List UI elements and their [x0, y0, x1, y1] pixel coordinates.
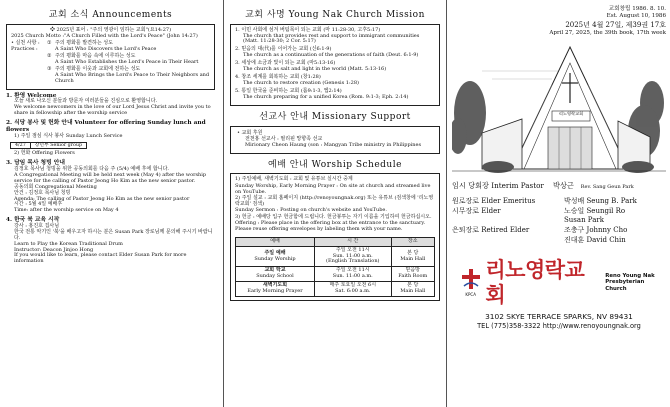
schedule-place-ko: 본 당 [407, 249, 419, 256]
announcement-line: 2) 헌화 Offering Flowers [14, 150, 75, 157]
worship-line: Sunday Worship, Early Morning Prayer : On site at church and streamed live on YouTube. [235, 182, 431, 195]
pastor-name-en: Rev. Sang Geun Park [580, 183, 634, 190]
mission-title-en: Young Nak Church Mission [288, 10, 425, 20]
staff-name: 노승일 Seungil Ro [564, 206, 626, 215]
announcement-line: 김정호 목사님 청빙을 위한 공동의회를 다음 주 (5/4) 예배 후에 합니다. [14, 166, 170, 173]
schedule-row [236, 267, 435, 282]
schedule-time-en: Sun. 11:00 a.m. [332, 273, 373, 280]
staff-row [452, 236, 666, 244]
staff-row [452, 226, 666, 234]
schedule-service-en: Sunday School [256, 273, 294, 280]
practice-en: A Saint Who Establishes the Lord's Peace in Their Heart [55, 59, 199, 66]
church-sign-text: 리노영락교회 [558, 110, 584, 116]
worship-title-ko: 예배 안내 [268, 159, 309, 170]
church-name-en-1: Reno Young Nak [605, 272, 655, 279]
missionary-line-ko: 전천홍 선교사 : 필리핀 망향족 선교 [245, 135, 323, 142]
practice-label-ko: • 실천 사항 : [11, 40, 40, 47]
schedule-place-ko: 본 당 [407, 282, 419, 289]
staff-list [452, 197, 666, 244]
issue-date-ko: 2025년 4월 27일, 제39권 17호 [565, 20, 666, 29]
practices-list [47, 41, 210, 85]
announcement-item [6, 120, 215, 157]
kpca-logo [458, 268, 483, 298]
announcement-line: 안건 : 김정호 목사님 청빙 [14, 189, 71, 196]
mission-en: The church as a continuation of the generations of faith (Deut. 6:1-9) [243, 52, 419, 59]
schedule-service [236, 246, 315, 267]
schedule-service-ko: 주일 예배 [264, 249, 286, 256]
announcement-line: Agenda: The calling of Pastor Jeong Ho Kim as the new senior pastor [14, 195, 190, 202]
worship-title [230, 160, 440, 171]
schedule-time [315, 246, 392, 267]
church-sketch [452, 41, 666, 176]
practice-en: A Saint Who Brings the Lord's Peace to Their Neighbors and Church [55, 71, 210, 84]
staff-row [452, 197, 666, 205]
worship-schedule-table [235, 237, 435, 297]
practice-number: ③ [47, 65, 52, 72]
announcements-title-ko: 교회 소식 [48, 10, 89, 20]
mission-item [235, 28, 435, 46]
schedule-service-ko: 교회 학교 [264, 267, 286, 274]
worship-lines [235, 177, 435, 233]
church-name-ko: 리노영락교회 [485, 258, 585, 307]
announcement-line: 공동의회 Congregational Meeting [14, 183, 97, 190]
announcement-line: 한국 전통 악기인 '북'을 배우고자 하시는 분은 Susan Park 장로님께 문의해 주시기 바랍니다. [14, 228, 213, 241]
mission-ko: 5. 통일 한국을 준비하는 교회 (롬9:1-3, 엡2:14) [235, 87, 342, 94]
founded-en: Est. August 10, 1986 [606, 13, 666, 20]
announcement-line: 시간 : 5월 4일 예배후 [14, 201, 63, 208]
practice-label-en: Practices : [11, 46, 38, 53]
schedule-row [236, 282, 435, 297]
missionary-line-en: Mirionary Cheon Haung (son : Mangyan Tribe ministry in Philippines [245, 141, 422, 148]
church-address: 3102 SKYE TERRACE SPARKS, NV 89431 [485, 311, 633, 321]
practice-item [47, 54, 210, 66]
practice-ko: 주의 평화를 발견하는 성도 [55, 40, 113, 47]
announcement-line: Learn to Play the Korean Traditional Drum [14, 240, 123, 247]
cover-column [448, 0, 670, 407]
announcement-heading: 3. 담임 목사 청빙 안내 [6, 160, 65, 167]
announcement-heading: 2. 식당 봉사 및 헌화 안내 Volunteer for offering Sunday lunch and flowers [6, 120, 206, 133]
announcements-column [0, 0, 220, 407]
schedule-time-en: Sat. 6:00 a.m. [335, 288, 371, 295]
announcement-line: We welcome newcomers in the love of our Lord Jesus Christ and invite you to share in fellowship after the worship service [14, 104, 211, 117]
practice-text [55, 41, 210, 53]
staff-row [452, 207, 666, 215]
bulletin-header [452, 6, 666, 37]
announcement-item [6, 160, 215, 214]
schedule-place-ko: 믿음방 [405, 267, 421, 274]
mission-title-ko: 교회 사명 [245, 10, 286, 20]
mission-item [235, 61, 435, 73]
announcement-items [6, 93, 215, 266]
mission-box [230, 24, 440, 107]
staff-name: 조충구 Johnny Cho [564, 226, 628, 235]
announcement-line: A Congregational Meeting will be held next week (May 4) after the worship service for the calling of Pastor Jeong Ho Kim as the new senior pastor. [14, 171, 207, 184]
mission-en: The church preparing for a unified Korea (Rom. 9:1-3; Eph. 2:14) [243, 93, 409, 100]
practice-number: ② [47, 53, 52, 60]
schedule-time-note: (English Translation) [326, 258, 380, 265]
worship-line: 2) 주일 설교 : 교회 홈페이지 (http://renoyoungnak.org) 또는 유튜브 (검색창에 '리노영락교회' 검색) [235, 194, 434, 207]
practice-ko: 주의 평화를 이웃과 교회에 전하는 성도 [55, 65, 141, 72]
schedule-time [315, 267, 392, 282]
mission-ko: 4. 창조 세계를 회복하는 교회 (창1:28) [235, 73, 321, 80]
schedule-time-ko: 주일 오전 11시 [335, 267, 370, 274]
worship-box [230, 173, 440, 301]
column-divider-right [446, 0, 447, 407]
lunch-service-cell: 장년부 Senior group [30, 142, 86, 149]
practice-en: A Saint Who Discovers the Lord's Peace [55, 46, 157, 53]
worship-line: 3) 헌금 : 예배당 입구 헌금함에 드립니다. 헌금봉투는 자기 이름을 기입하여 헌금하십시오. [235, 213, 432, 220]
schedule-header-cell: 장소 [391, 237, 434, 246]
schedule-place [391, 246, 434, 267]
practice-text [55, 67, 210, 85]
interim-pastor [452, 182, 666, 191]
worship-line: Sunday Sermon : Posting on church's website and YouTube. [235, 207, 387, 214]
schedule-place [391, 282, 434, 297]
announcement-line: 오늘 새로 나오신 분들과 방문자 여러분들을 진심으로 환영합니다. [14, 98, 158, 105]
staff-role: 원로장로 Elder Emeritus [452, 196, 536, 205]
practice-item [47, 67, 210, 85]
mission-item [235, 47, 435, 59]
mission-ko: 1. 이민 사회에 섬겨 버팀목이 되는 교회 (마 11:28-30, 고후5:17) [235, 26, 381, 33]
worship-title-en: Worship Schedule [311, 159, 402, 170]
founded-ko: 교회창립 1986. 8. 10. [608, 6, 666, 12]
practice-item [47, 41, 210, 53]
schedule-row [236, 246, 435, 267]
kpca-text: KPCA [465, 291, 476, 297]
missionary-head: • 교회 후원 [237, 130, 263, 137]
worship-line: 1) 주일예배, 새벽기도회 : 교회 및 유튜브 실시간 중계 [235, 176, 353, 183]
announcement-line: 1) 주일 점심 식사 봉사 Sunday Lunch Service [14, 132, 123, 139]
church-name-en [605, 273, 666, 293]
schedule-place-en: Main Hall [400, 255, 426, 262]
mission-item [235, 75, 435, 87]
mission-column [226, 0, 444, 407]
mission-ko: 2. 믿음의 대(代)를 이어가는 교회 (신6:1-9) [235, 46, 332, 53]
missionary-title-en: Missionary Support [311, 112, 411, 123]
staff-name: 박성배 Seung B. Park [564, 196, 637, 205]
schedule-time-en: Sun. 11:00 a.m. [332, 252, 373, 259]
schedule-service-en: Early Morning Prayer [247, 288, 303, 295]
staff-name: 진대훈 David Chin [564, 235, 626, 244]
announcement-item [6, 93, 215, 118]
schedule-service-ko: 새벽기도회 [262, 282, 288, 289]
worship-line: Offering : Please place in the offering box at the entrance to the sanctuary. Please reuse offering envelopes by labeling them with your name. [235, 220, 426, 232]
column-divider-left [223, 0, 224, 407]
motto-box [6, 24, 215, 90]
schedule-time-ko: 주일 오전 11시 [335, 246, 370, 253]
lunch-service-cell: 4/27 [11, 142, 31, 149]
staff-role [452, 216, 564, 224]
schedule-place [391, 267, 434, 282]
schedule-service [236, 282, 315, 297]
motto-ko: ❖ 2025년 표어 : "주의 영광이 임하는 교회"(요14:27) [49, 26, 172, 33]
practices-block [11, 41, 210, 85]
announcements-title [6, 10, 215, 21]
practice-ko: 주의 평화를 마음 속에 이루하는 성도 [55, 53, 136, 60]
practice-text [55, 54, 210, 66]
announcement-heading: 4. 한국 북 교육 시작 [6, 217, 60, 224]
mission-title [230, 10, 440, 21]
staff-role [452, 236, 564, 244]
lunch-service-table [10, 142, 87, 150]
schedule-time-ko: 매주 토요일 오전 6시 [329, 282, 377, 289]
schedule-service-en: Sunday Worship [254, 255, 296, 262]
announcements-title-en: Announcements [92, 10, 173, 20]
church-contact: TEL (775)358-3322 http://www.renoyoungnak.org [477, 322, 641, 331]
staff-row [452, 216, 666, 224]
pastor-name: 박상근 [553, 180, 574, 190]
missionary-title-ko: 선교사 안내 [259, 112, 309, 123]
announcement-line: Time: after the worship service on May 4 [14, 207, 119, 214]
announcement-line: If you would like to learn, please contact Elder Susan Park for more information [14, 252, 187, 265]
mission-en: The church that provides rest and support to immigrant communities (Matt. 11:28-30; 2 Cor. 5:17) [243, 32, 420, 45]
announcement-line: 강사 : 홍진호 집사님 [14, 223, 60, 229]
pastor-label: 임시 당회장 Interim Pastor [452, 180, 544, 190]
schedule-place-en: Faith Room [398, 273, 428, 280]
announcement-line: Instructor: Deacon Jinjoo Hong [14, 246, 94, 253]
church-building-illustration [452, 41, 666, 176]
staff-name: Susan Park [564, 216, 604, 225]
motto-en: 2025 Church Motto :"A Church Filled with the Lord's Peace" (John 14:27) [11, 32, 198, 39]
lunch-service-row [11, 142, 87, 149]
kpca-cross-icon [460, 268, 482, 290]
mission-en: The church to restore creation (Genesis 1:28) [243, 79, 359, 86]
church-logo-block [452, 258, 666, 308]
mission-item [235, 89, 435, 101]
schedule-header-cell: 시 간 [315, 237, 392, 246]
staff-role: 시무장로 Elder [452, 206, 501, 215]
mission-en: The church as salt and light in the world (Matt. 5:13-16) [243, 65, 387, 72]
schedule-time [315, 282, 392, 297]
schedule-place-en: Main Hall [400, 288, 426, 295]
schedule-header-row [236, 237, 435, 246]
issue-date-en: April 27, 2025, the 39th book, 17th week [549, 29, 666, 36]
schedule-header-cell: 예배 [236, 237, 315, 246]
staff-role: 은퇴장로 Retired Elder [452, 226, 530, 235]
missionary-title [230, 112, 440, 123]
schedule-body [236, 246, 435, 296]
mission-ko: 3. 세상에 소금과 빛이 되는 교회 (마5:13-16) [235, 60, 336, 67]
missionary-box [230, 126, 440, 154]
church-name-en-2: Presbyterian Church [605, 279, 645, 293]
schedule-service [236, 267, 315, 282]
practices-labels [11, 41, 47, 85]
announcement-item [6, 217, 215, 265]
practice-number: ① [47, 40, 52, 47]
announcement-heading: 1. 환영 Welcome [6, 92, 57, 99]
